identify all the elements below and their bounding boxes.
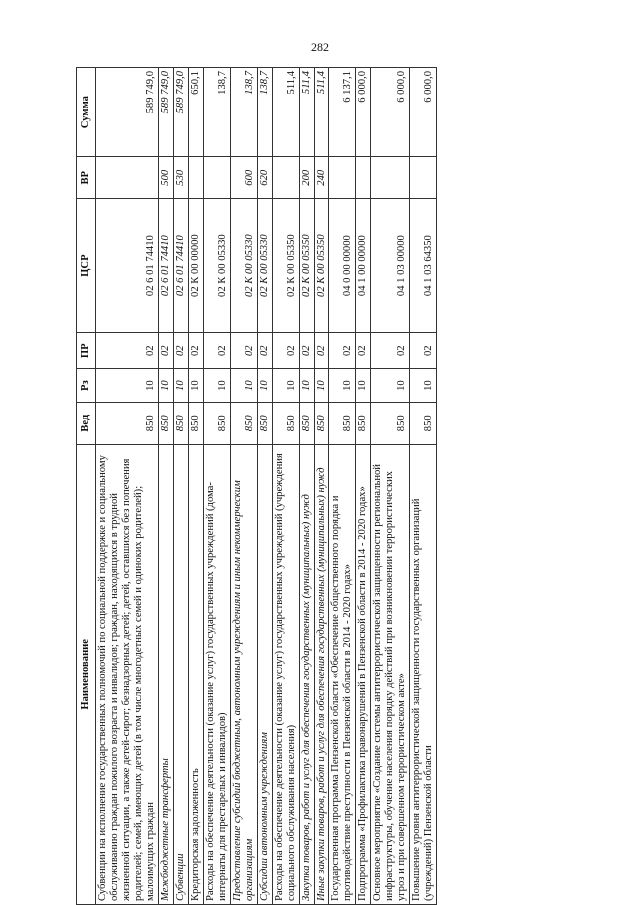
cell-name: Расходы на обеспечение деятельности (оказание услуг) государственных учреждений (дома-интернаты для престарелых и инвалидов)	[203, 444, 230, 904]
table-row	[410, 68, 437, 905]
table-row	[188, 68, 203, 905]
cell-vr	[203, 157, 230, 199]
table-row	[96, 68, 159, 905]
cell-sum: 6 000,0	[371, 68, 410, 157]
rotated-page	[76, 67, 574, 905]
cell-name: Основное мероприятие «Создание системы антитеррористической защищенности региональной инфраструктуры, обучение населения порядку действий при возникновении террористических угроз и при совершенном террористическом акте»	[371, 444, 410, 904]
cell-name: Субсидии автономным учреждениям	[257, 444, 272, 904]
cell-ved: 850	[230, 402, 257, 444]
cell-vr	[410, 157, 437, 199]
cell-sum: 511,4	[314, 68, 329, 157]
cell-sum: 6 000,0	[356, 68, 371, 157]
cell-rz: 10	[272, 369, 299, 402]
header-sum: Сумма	[77, 68, 96, 157]
cell-sum: 511,4	[272, 68, 299, 157]
cell-name: Субвенции на исполнение государственных полномочий по социальной поддержке и социальному обслуживанию граждан пожилого возраста и инвалидов; граждан, находящихся в трудной жизненной ситуации, а также детей-сирот; безнадзорных детей; детей, оставшихся без попечения родителей; семей, имеющих детей (в том числе многодетных семей и одиноких родителей); малоимущих граждан	[96, 444, 159, 904]
cell-pr: 02	[96, 333, 159, 369]
cell-vr: 530	[173, 157, 188, 199]
cell-ved: 850	[329, 402, 356, 444]
cell-name: Расходы на обеспечение деятельности (оказание услуг) государственных учреждений (учреждения социального обслуживания населения)	[272, 444, 299, 904]
cell-sum: 589 749,0	[96, 68, 159, 157]
cell-name: Иные закупки товаров, работ и услуг для обеспечения государственных (муниципальных) нужд	[314, 444, 329, 904]
cell-vr: 240	[314, 157, 329, 199]
cell-vr	[356, 157, 371, 199]
cell-rz: 10	[299, 369, 314, 402]
cell-csr: 02 6 01 74410	[173, 199, 188, 333]
cell-ved: 850	[257, 402, 272, 444]
cell-sum: 589 749,0	[173, 68, 188, 157]
cell-pr: 02	[257, 333, 272, 369]
cell-rz: 10	[371, 369, 410, 402]
cell-rz: 10	[158, 369, 173, 402]
cell-name: Субвенции	[173, 444, 188, 904]
cell-name: Государственная программа Пензенской области «Обеспечение общественного порядка и противодействие преступности в Пензенской области в 2014 - 2020 годах»	[329, 444, 356, 904]
cell-rz: 10	[230, 369, 257, 402]
table-row	[173, 68, 188, 905]
cell-pr: 02	[299, 333, 314, 369]
cell-ved: 850	[203, 402, 230, 444]
cell-pr: 02	[173, 333, 188, 369]
cell-rz: 10	[188, 369, 203, 402]
table-row	[158, 68, 173, 905]
table-row	[257, 68, 272, 905]
cell-sum: 589 749,0	[158, 68, 173, 157]
table-row	[272, 68, 299, 905]
cell-sum: 650,1	[188, 68, 203, 157]
cell-sum: 138,7	[230, 68, 257, 157]
table-header-row	[77, 68, 96, 905]
cell-csr: 02 6 01 74410	[96, 199, 159, 333]
cell-csr: 02 К 00 00000	[188, 199, 203, 333]
cell-vr: 500	[158, 157, 173, 199]
cell-ved: 850	[173, 402, 188, 444]
cell-vr	[371, 157, 410, 199]
cell-csr: 02 К 00 05350	[272, 199, 299, 333]
cell-pr: 02	[410, 333, 437, 369]
cell-sum: 511,4	[299, 68, 314, 157]
cell-pr: 02	[158, 333, 173, 369]
cell-vr: 620	[257, 157, 272, 199]
page-number: 282	[311, 40, 329, 54]
cell-csr: 02 К 00 05330	[230, 199, 257, 333]
table-row	[299, 68, 314, 905]
cell-csr: 04 0 00 00000	[329, 199, 356, 333]
cell-ved: 850	[188, 402, 203, 444]
cell-csr: 02 К 00 05350	[299, 199, 314, 333]
cell-pr: 02	[329, 333, 356, 369]
cell-name: Предоставление субсидий бюджетным, автономным учреждениям и иным некоммерческим организациям	[230, 444, 257, 904]
table-body	[96, 68, 437, 905]
cell-vr: 600	[230, 157, 257, 199]
cell-rz: 10	[203, 369, 230, 402]
cell-csr: 04 1 00 00000	[356, 199, 371, 333]
table-row	[203, 68, 230, 905]
cell-vr	[329, 157, 356, 199]
header-ved: Вед	[77, 402, 96, 444]
cell-name: Закупка товаров, работ и услуг для обеспечения государственных (муниципальных) нужд	[299, 444, 314, 904]
table-row	[230, 68, 257, 905]
cell-csr: 02 К 00 05330	[203, 199, 230, 333]
cell-pr: 02	[371, 333, 410, 369]
cell-sum: 138,7	[257, 68, 272, 157]
cell-csr: 02 К 00 05350	[314, 199, 329, 333]
cell-pr: 02	[356, 333, 371, 369]
header-vr: ВР	[77, 157, 96, 199]
cell-pr: 02	[230, 333, 257, 369]
cell-pr: 02	[188, 333, 203, 369]
cell-rz: 10	[173, 369, 188, 402]
cell-name: Повышение уровня антитеррористической защищенности государственных организаций (учреждений) Пензенской области	[410, 444, 437, 904]
cell-rz: 10	[410, 369, 437, 402]
cell-pr: 02	[203, 333, 230, 369]
cell-csr: 04 1 03 64350	[410, 199, 437, 333]
cell-name: Подпрограмма «Профилактика правонарушений в Пензенской области в 2014 - 2020 годах»	[356, 444, 371, 904]
cell-pr: 02	[272, 333, 299, 369]
cell-vr	[188, 157, 203, 199]
header-name: Наименование	[77, 444, 96, 904]
cell-vr	[96, 157, 159, 199]
cell-rz: 10	[329, 369, 356, 402]
header-pr: ПР	[77, 333, 96, 369]
cell-csr: 04 1 03 00000	[371, 199, 410, 333]
cell-sum: 138,7	[203, 68, 230, 157]
table-row	[314, 68, 329, 905]
cell-vr: 200	[299, 157, 314, 199]
cell-sum: 6 137,1	[329, 68, 356, 157]
cell-rz: 10	[96, 369, 159, 402]
cell-ved: 850	[96, 402, 159, 444]
cell-ved: 850	[410, 402, 437, 444]
cell-csr: 02 6 01 74410	[158, 199, 173, 333]
table-row	[371, 68, 410, 905]
cell-ved: 850	[314, 402, 329, 444]
budget-table	[76, 67, 437, 905]
cell-pr: 02	[314, 333, 329, 369]
cell-ved: 850	[356, 402, 371, 444]
header-rz: Рз	[77, 369, 96, 402]
table-row	[356, 68, 371, 905]
cell-ved: 850	[299, 402, 314, 444]
cell-ved: 850	[371, 402, 410, 444]
cell-name: Межбюджетные трансферты	[158, 444, 173, 904]
header-csr: ЦСР	[77, 199, 96, 333]
table-row	[329, 68, 356, 905]
cell-sum: 6 000,0	[410, 68, 437, 157]
cell-rz: 10	[314, 369, 329, 402]
cell-ved: 850	[158, 402, 173, 444]
cell-rz: 10	[356, 369, 371, 402]
cell-csr: 02 К 00 05330	[257, 199, 272, 333]
cell-ved: 850	[272, 402, 299, 444]
cell-rz: 10	[257, 369, 272, 402]
cell-vr	[272, 157, 299, 199]
cell-name: Кредиторская задолженность	[188, 444, 203, 904]
